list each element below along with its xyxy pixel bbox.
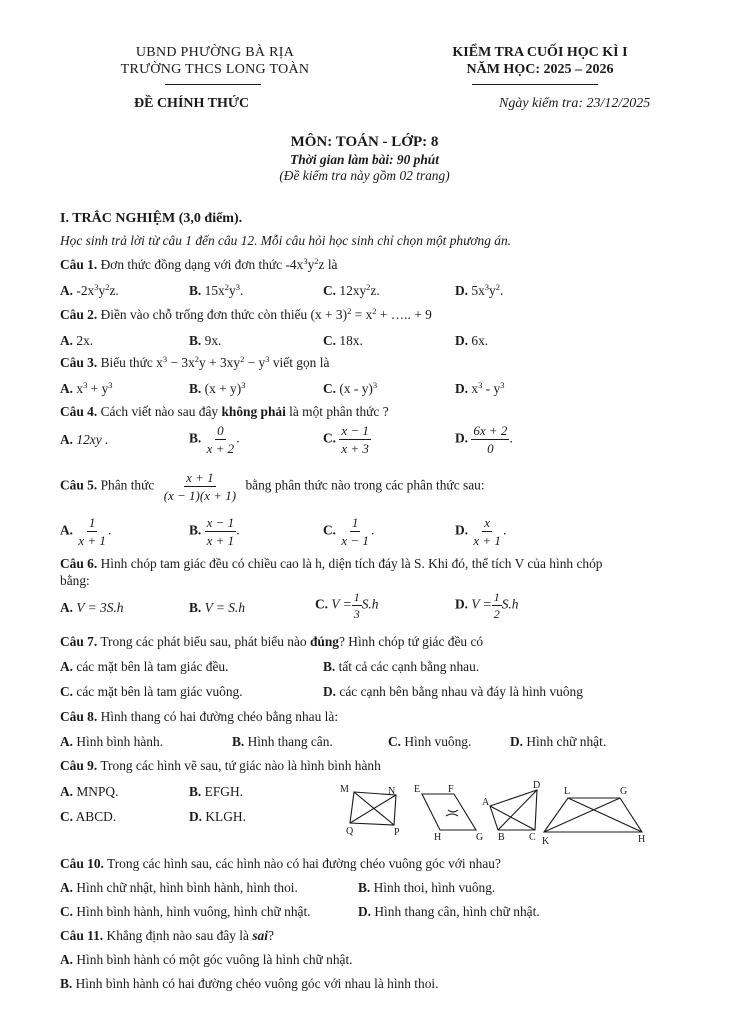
question-6-continued: bằng: bbox=[60, 573, 90, 588]
school-year: NĂM HỌC: 2025 – 2026 bbox=[466, 62, 614, 77]
section-heading: I. TRẮC NGHIỆM (3,0 điểm). bbox=[60, 211, 243, 226]
q10-option-d[interactable]: D. Hình thang cân, hình chữ nhật. bbox=[358, 904, 540, 919]
q8-option-d[interactable]: D. Hình chữ nhật. bbox=[510, 734, 607, 749]
section-instruction: Học sinh trả lời từ câu 1 đến câu 12. Mỗi câu hỏi học sinh chỉ chọn một phương án. bbox=[60, 233, 512, 248]
label-g2: G bbox=[620, 786, 628, 797]
question-9: Câu 9. Trong các hình vẽ sau, tứ giác nào là hình bình hành bbox=[60, 758, 381, 773]
q3-option-d[interactable]: D. $x^3 - y^3$ bbox=[455, 380, 505, 396]
question-1: Câu 1. Đơn thức đồng dạng với đơn thức $-4x^3y^2z$ là bbox=[60, 256, 338, 272]
q9-option-a[interactable]: A. MNPQ. bbox=[60, 784, 119, 799]
q3-option-a[interactable]: A. $x^3 + y^3$ bbox=[60, 380, 113, 396]
q1-option-a[interactable]: A. $-2x^3y^2z$. bbox=[60, 282, 119, 298]
exam-title: KIỂM TRA CUỐI HỌC KÌ I bbox=[452, 45, 628, 60]
label-a: A bbox=[482, 797, 490, 808]
q4-option-c[interactable]: C. $\frac{x - 1}{x + 3}$ bbox=[323, 423, 369, 456]
q7-option-a[interactable]: A. các mặt bên là tam giác đều. bbox=[60, 659, 229, 674]
label-e: E bbox=[414, 784, 421, 795]
label-d: D bbox=[533, 780, 541, 791]
q5-option-d[interactable]: D. $\frac{x}{x + 1}$ . bbox=[455, 515, 507, 548]
subject-title: MÔN: TOÁN - LỚP: 8 bbox=[290, 134, 439, 150]
klgh-outline bbox=[544, 798, 642, 832]
q2-option-b[interactable]: B. 9x. bbox=[189, 333, 222, 348]
label-g: G bbox=[476, 832, 484, 843]
page-count: (Đề kiểm tra này gồm 02 trang) bbox=[279, 168, 450, 183]
school-name: TRƯỜNG THCS LONG TOÀN bbox=[120, 62, 310, 77]
label-f: F bbox=[448, 784, 454, 795]
question-6: Câu 6. Hình chóp tam giác đều có chiều cao là h, diện tích đáy là S. Khi đó, thể tích V của hình chóp bbox=[60, 556, 603, 571]
efgh-arc-1 bbox=[446, 814, 458, 816]
q3-option-b[interactable]: B. $(x + y)^3$ bbox=[189, 380, 246, 396]
efgh-outline bbox=[422, 794, 476, 830]
label-p: P bbox=[394, 827, 400, 838]
label-h2: H bbox=[638, 834, 646, 845]
q1-option-d[interactable]: D. $5x^3y^2$. bbox=[455, 282, 504, 298]
question-3: Câu 3. Biểu thức $x^3 - 3x^2y + 3xy^2 - y^3$ viết gọn là bbox=[60, 354, 330, 370]
label-q: Q bbox=[346, 826, 354, 837]
q1-option-c[interactable]: C. $12xy^2z$. bbox=[323, 282, 380, 298]
q4-option-a[interactable]: A. 12xy . bbox=[60, 432, 109, 447]
question-8: Câu 8. Hình thang có hai đường chéo bằng nhau là: bbox=[60, 709, 339, 724]
q9-option-b[interactable]: B. EFGH. bbox=[189, 784, 243, 799]
label-b: B bbox=[498, 832, 505, 843]
q10-option-c[interactable]: C. Hình bình hành, hình vuông, hình chữ nhật. bbox=[60, 904, 311, 919]
label-k: K bbox=[542, 836, 550, 847]
school-underline bbox=[165, 84, 261, 85]
q7-option-b[interactable]: B. tất cả các cạnh bằng nhau. bbox=[323, 659, 480, 674]
q11-option-b[interactable]: B. Hình bình hành có hai đường chéo vuông góc với nhau là hình thoi. bbox=[60, 976, 439, 991]
label-m: M bbox=[340, 784, 349, 795]
q9-option-c[interactable]: C. ABCD. bbox=[60, 809, 117, 824]
q7-option-c[interactable]: C. các mặt bên là tam giác vuông. bbox=[60, 684, 243, 699]
abcd-diagonal-2 bbox=[498, 790, 537, 830]
department-name: UBND PHƯỜNG BÀ RỊA bbox=[135, 45, 295, 60]
q2-option-a[interactable]: A. 2x. bbox=[60, 333, 94, 348]
q8-option-a[interactable]: A. Hình bình hành. bbox=[60, 734, 164, 749]
time-limit: Thời gian làm bài: 90 phút bbox=[290, 152, 439, 167]
q4-option-d[interactable]: D. $\frac{6x + 2}{0}$ . bbox=[455, 423, 513, 456]
figure-klgh bbox=[544, 798, 642, 832]
q2-option-c[interactable]: C. 18x. bbox=[323, 333, 363, 348]
q9-option-d[interactable]: D. KLGH. bbox=[189, 809, 246, 824]
question-5: Câu 5. Phân thức $\frac{x + 1}{(x - 1)(x + 1)}$ bằng phân thức nào trong các phân thức sau: bbox=[60, 470, 485, 503]
q6-option-a[interactable]: A. V = 3S.h bbox=[60, 600, 124, 615]
year-underline bbox=[472, 84, 598, 85]
question-4: Câu 4. Cách viết nào sau đây không phải là một phân thức ? bbox=[60, 404, 389, 419]
label-h: H bbox=[434, 832, 442, 843]
q8-option-b[interactable]: B. Hình thang cân. bbox=[232, 734, 333, 749]
mnpq-diagonal-2 bbox=[350, 795, 396, 823]
question-10: Câu 10. Trong các hình sau, các hình nào có hai đường chéo vuông góc với nhau? bbox=[60, 856, 501, 871]
question-7: Câu 7. Trong các phát biểu sau, phát biểu nào đúng? Hình chóp tứ giác đều có bbox=[60, 634, 484, 649]
label-l: L bbox=[564, 786, 571, 797]
q7-option-d[interactable]: D. các cạnh bên bằng nhau và đáy là hình vuông bbox=[323, 684, 583, 699]
q9-figures bbox=[330, 778, 660, 848]
q6-option-d[interactable]: D. V = $\frac{1}{2}$ S.h bbox=[455, 590, 519, 621]
official-label: ĐỀ CHÍNH THỨC bbox=[134, 96, 250, 111]
q2-option-d[interactable]: D. 6x. bbox=[455, 333, 489, 348]
exam-date: Ngày kiểm tra: 23/12/2025 bbox=[499, 96, 651, 111]
q11-option-a[interactable]: A. Hình bình hành có một góc vuông là hình chữ nhật. bbox=[60, 952, 353, 967]
q5-option-b[interactable]: B. $\frac{x - 1}{x + 1}$ . bbox=[189, 515, 240, 548]
q10-option-b[interactable]: B. Hình thoi, hình vuông. bbox=[358, 880, 496, 895]
question-11: Câu 11. Khẳng định nào sau đây là sai? bbox=[60, 928, 274, 943]
q6-option-b[interactable]: B. V = S.h bbox=[189, 600, 246, 615]
q8-option-c[interactable]: C. Hình vuông. bbox=[388, 734, 472, 749]
label-c: C bbox=[529, 832, 536, 843]
figure-efgh bbox=[422, 794, 476, 830]
label-n: N bbox=[388, 786, 396, 797]
q5-option-a[interactable]: A. $\frac{1}{x + 1}$ . bbox=[60, 515, 112, 548]
q4-option-b[interactable]: B. $\frac{0}{x + 2}$ . bbox=[189, 423, 240, 456]
q5-option-c[interactable]: C. $\frac{1}{x - 1}$ . bbox=[323, 515, 375, 548]
q3-option-c[interactable]: C. (x - y)$^3$ bbox=[323, 380, 378, 396]
q6-option-c[interactable]: C. V = $\frac{1}{3}$ S.h bbox=[315, 590, 379, 621]
figure-abcd bbox=[490, 790, 537, 830]
efgh-arc-2 bbox=[448, 810, 458, 812]
question-2: Câu 2. Điền vào chỗ trống đơn thức còn thiếu $(x + 3)^2 = x^2$ + ….. + 9 bbox=[60, 306, 432, 322]
q1-option-b[interactable]: B. $15x^2y^3$. bbox=[189, 282, 244, 298]
q10-option-a[interactable]: A. Hình chữ nhật, hình bình hành, hình thoi. bbox=[60, 880, 298, 895]
